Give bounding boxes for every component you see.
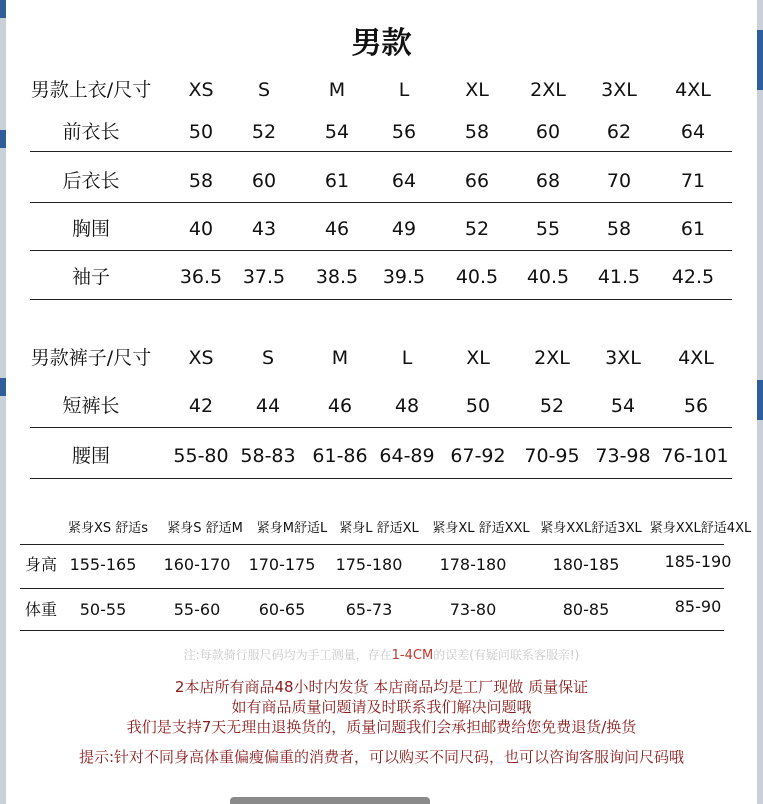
edge-mark — [757, 380, 763, 420]
table-cell: 65-73 — [345, 600, 393, 619]
pants-header-row — [6, 338, 757, 378]
table-cell: 58 — [188, 170, 214, 192]
pants-size-s: S — [261, 347, 275, 369]
table-cell: 60 — [251, 170, 277, 192]
pants-size-2xl: 2XL — [534, 347, 570, 369]
tops-size-4xl: 4XL — [675, 79, 711, 101]
row-label: 后衣长 — [62, 170, 120, 192]
table-cell: 52 — [464, 218, 490, 240]
table-cell: 50 — [465, 395, 491, 417]
table-cell: 76-101 — [661, 445, 729, 467]
divider — [20, 588, 724, 589]
table-cell: 37.5 — [242, 266, 286, 288]
table-cell: 44 — [255, 395, 281, 417]
size-chart-image — [6, 0, 757, 804]
table-cell: 42.5 — [671, 266, 715, 288]
shipping-note: 2本店所有商品48小时内发货 本店商品均是工厂现做 质量保证 — [174, 678, 589, 696]
table-cell: 55 — [535, 218, 561, 240]
fit-header: 紧身XXL舒适4XL — [649, 521, 752, 536]
pants-size-4xl: 4XL — [678, 347, 714, 369]
divider — [30, 151, 732, 152]
table-cell: 36.5 — [179, 266, 223, 288]
horizontal-scrollbar[interactable] — [230, 797, 430, 804]
pants-header-label: 男款裤子/尺寸 — [30, 347, 152, 369]
edge-mark — [757, 30, 763, 90]
table-cell: 46 — [327, 395, 353, 417]
table-cell: 52 — [539, 395, 565, 417]
table-cell: 60 — [535, 121, 561, 143]
table-cell: 68 — [535, 170, 561, 192]
table-cell: 73-80 — [449, 600, 497, 619]
table-cell: 58-83 — [240, 445, 296, 467]
table-row — [6, 257, 757, 297]
note-highlight: 1-4CM — [391, 648, 434, 663]
table-cell: 38.5 — [315, 266, 359, 288]
page-title: 男款 — [351, 26, 412, 61]
table-cell: 58 — [606, 218, 632, 240]
table-cell: 61-86 — [312, 445, 368, 467]
table-row — [6, 547, 757, 583]
row-label: 袖子 — [71, 266, 110, 288]
fit-header: 紧身XXL舒适3XL — [540, 521, 642, 536]
table-cell: 61 — [680, 218, 706, 240]
row-label: 前衣长 — [62, 121, 120, 143]
note-text: 注:每款骑行服尺码均为手工测量，存在 — [183, 648, 392, 662]
tops-size-2xl: 2XL — [530, 79, 566, 101]
table-cell: 40.5 — [526, 266, 570, 288]
row-label: 短裤长 — [62, 395, 120, 417]
fit-header: 紧身M舒适L — [256, 521, 328, 536]
table-cell: 85-90 — [674, 597, 722, 616]
divider — [20, 630, 724, 631]
table-cell: 62 — [606, 121, 632, 143]
table-cell: 50-55 — [79, 600, 127, 619]
row-label: 体重 — [24, 600, 57, 619]
measurement-note — [6, 646, 757, 663]
quality-note: 如有商品质量问题请及时联系我们解决问题哦 — [231, 698, 532, 716]
table-cell: 175-180 — [335, 555, 403, 574]
table-cell: 42 — [188, 395, 214, 417]
table-cell: 70-95 — [524, 445, 580, 467]
tops-size-xl: XL — [465, 79, 489, 101]
divider — [30, 478, 732, 479]
table-cell: 43 — [251, 218, 277, 240]
table-cell: 73-98 — [595, 445, 651, 467]
table-cell: 64-89 — [379, 445, 435, 467]
fit-header: 紧身XS 舒适s — [67, 521, 149, 536]
table-cell: 40 — [188, 218, 214, 240]
row-label: 身高 — [24, 555, 57, 574]
row-label: 胸围 — [71, 218, 110, 240]
table-cell: 64 — [391, 170, 417, 192]
fit-header: 紧身S 舒适M — [167, 521, 243, 536]
table-cell: 64 — [680, 121, 706, 143]
table-cell: 170-175 — [248, 555, 316, 574]
divider — [30, 427, 732, 428]
table-cell: 55-80 — [173, 445, 229, 467]
table-cell: 80-85 — [562, 600, 610, 619]
right-window-edge — [757, 0, 763, 804]
table-cell: 180-185 — [552, 555, 620, 574]
note-text: 的误差(有疑问联系客服亲!) — [433, 648, 580, 662]
table-row — [6, 592, 757, 628]
fit-header: 紧身XL 舒适XXL — [432, 521, 530, 536]
table-cell: 178-180 — [439, 555, 507, 574]
table-cell: 56 — [391, 121, 417, 143]
table-cell: 39.5 — [382, 266, 426, 288]
pants-size-3xl: 3XL — [605, 347, 641, 369]
table-cell: 54 — [324, 121, 350, 143]
table-cell: 60-65 — [258, 600, 306, 619]
divider — [30, 299, 732, 300]
table-cell: 48 — [394, 395, 420, 417]
fit-header: 紧身L 舒适XL — [339, 521, 419, 536]
tops-size-3xl: 3XL — [601, 79, 637, 101]
pants-size-xl: XL — [466, 347, 490, 369]
table-cell: 52 — [251, 121, 277, 143]
tops-size-m: M — [328, 79, 346, 101]
table-cell: 58 — [464, 121, 490, 143]
table-cell: 160-170 — [163, 555, 231, 574]
divider — [30, 250, 732, 251]
tops-size-s: S — [257, 79, 271, 101]
tops-header-row — [6, 70, 757, 110]
table-row — [6, 161, 757, 201]
pants-size-m: M — [331, 347, 349, 369]
table-cell: 70 — [606, 170, 632, 192]
fit-header-row — [6, 516, 757, 542]
table-cell: 40.5 — [455, 266, 499, 288]
table-row — [6, 386, 757, 426]
tops-size-l: L — [398, 79, 410, 101]
tops-size-xs: XS — [188, 79, 214, 101]
table-cell: 49 — [391, 218, 417, 240]
row-label: 腰围 — [71, 445, 110, 467]
table-cell: 61 — [324, 170, 350, 192]
table-cell: 67-92 — [450, 445, 506, 467]
table-cell: 41.5 — [597, 266, 641, 288]
table-row — [6, 112, 757, 152]
table-cell: 185-190 — [664, 552, 732, 571]
table-cell: 71 — [680, 170, 706, 192]
table-cell: 50 — [188, 121, 214, 143]
table-cell: 54 — [610, 395, 636, 417]
size-tip-note: 提示:针对不同身高体重偏瘦偏重的消费者，可以购买不同尺码，也可以咨询客服询问尺码哦 — [78, 748, 685, 766]
return-note: 我们是支持7天无理由退换货的，质量问题我们会承担邮费给您免费退货/换货 — [126, 718, 637, 736]
divider — [20, 544, 724, 545]
table-cell: 46 — [324, 218, 350, 240]
table-cell: 66 — [464, 170, 490, 192]
divider — [30, 202, 732, 203]
pants-size-xs: XS — [188, 347, 214, 369]
table-row — [6, 436, 757, 476]
pants-size-l: L — [401, 347, 413, 369]
table-cell: 55-60 — [173, 600, 221, 619]
tops-header-label: 男款上衣/尺寸 — [30, 79, 152, 101]
table-row — [6, 209, 757, 249]
table-cell: 56 — [683, 395, 709, 417]
table-cell: 155-165 — [69, 555, 137, 574]
